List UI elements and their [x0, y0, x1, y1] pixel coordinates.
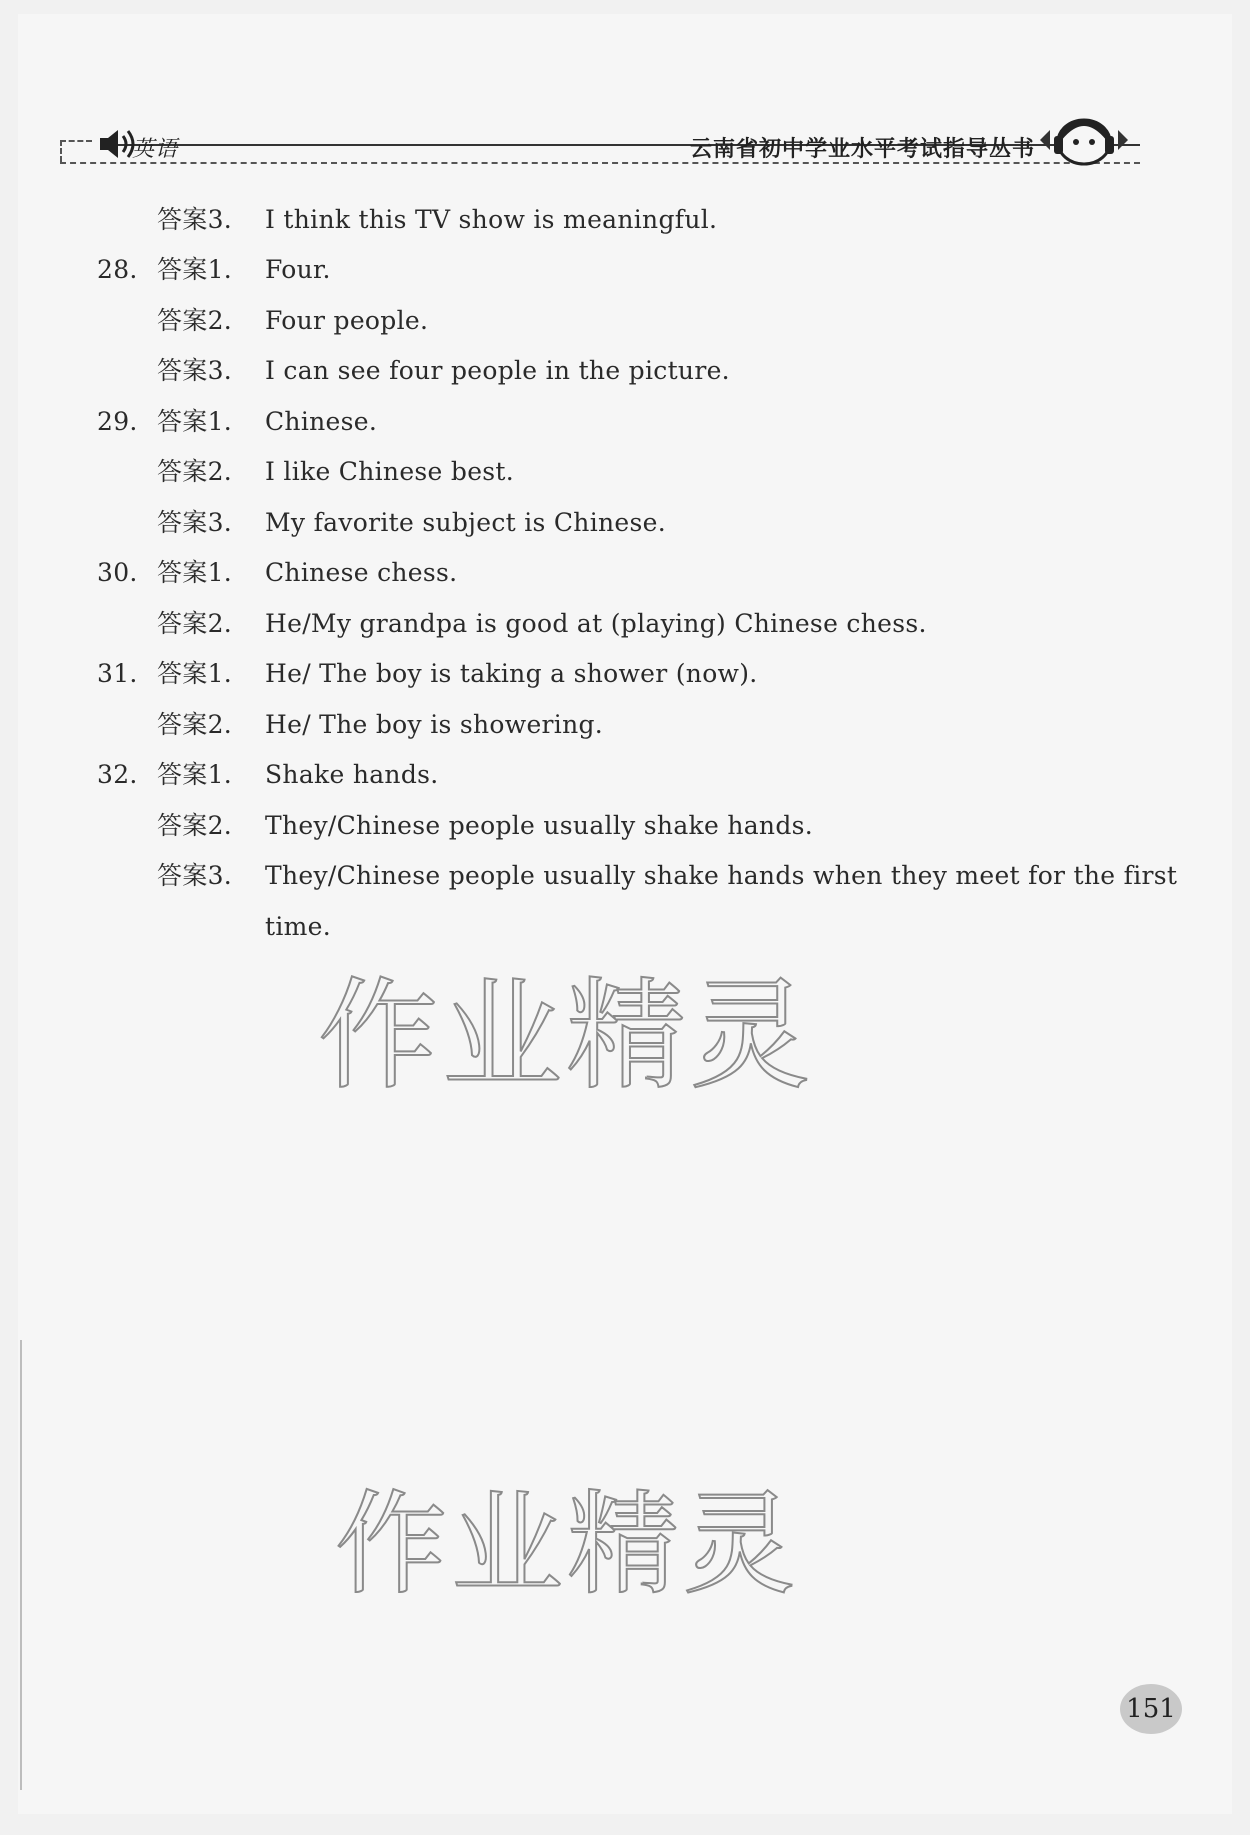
answer-label: 答案3.	[157, 356, 233, 385]
answer-text: They/Chinese people usually shake hands.	[265, 811, 814, 840]
answer-text: Four people.	[265, 306, 429, 335]
answer-label: 答案2.	[157, 710, 233, 739]
answer-text: Chinese.	[265, 407, 378, 436]
answer-text: Chinese chess.	[265, 558, 458, 587]
watermark: 作业精灵	[318, 967, 814, 1106]
answer-label: 答案1.	[157, 760, 233, 789]
answer-text: He/My grandpa is good at (playing) Chinese chess.	[265, 609, 927, 638]
answer-label: 答案3.	[157, 205, 233, 234]
answer-text: I can see four people in the picture.	[265, 356, 730, 385]
answer-text: He/ The boy is showering.	[265, 710, 604, 739]
question-number: 28.	[97, 255, 138, 284]
page-header	[60, 112, 1140, 172]
headphones-mascot-icon	[1036, 112, 1132, 168]
question-number: 31.	[97, 659, 138, 688]
answer-text: My favorite subject is Chinese.	[265, 508, 666, 537]
answer-label: 答案2.	[157, 811, 233, 840]
answer-text: time.	[265, 912, 331, 941]
answer-label: 答案2.	[157, 306, 233, 335]
watermark: 作业精灵	[335, 1480, 799, 1610]
question-number: 32.	[97, 760, 138, 789]
answer-label: 答案2.	[157, 609, 233, 638]
answer-text: They/Chinese people usually shake hands when they meet for the first	[265, 861, 1178, 890]
answer-label: 答案3.	[157, 861, 233, 890]
answer-label: 答案1.	[157, 659, 233, 688]
answer-label: 答案1.	[157, 255, 233, 284]
page-number: 151	[1120, 1684, 1182, 1734]
answer-label: 答案2.	[157, 457, 233, 486]
answer-label: 答案1.	[157, 558, 233, 587]
series-title: 云南省初中学业水平考试指导丛书	[689, 137, 1035, 162]
answer-label: 答案1.	[157, 407, 233, 436]
answer-text: I like Chinese best.	[265, 457, 515, 486]
answer-label: 答案3.	[157, 508, 233, 537]
question-number: 29.	[97, 407, 138, 436]
question-number: 30.	[97, 558, 138, 587]
answer-text: He/ The boy is taking a shower (now).	[265, 659, 758, 688]
answer-text: Four.	[265, 255, 331, 284]
header-corner-decoration	[60, 140, 92, 162]
answer-text: I think this TV show is meaningful.	[265, 205, 718, 234]
subject-label: 英语	[132, 137, 179, 162]
answer-text: Shake hands.	[265, 760, 439, 789]
binding-edge	[20, 1340, 22, 1790]
